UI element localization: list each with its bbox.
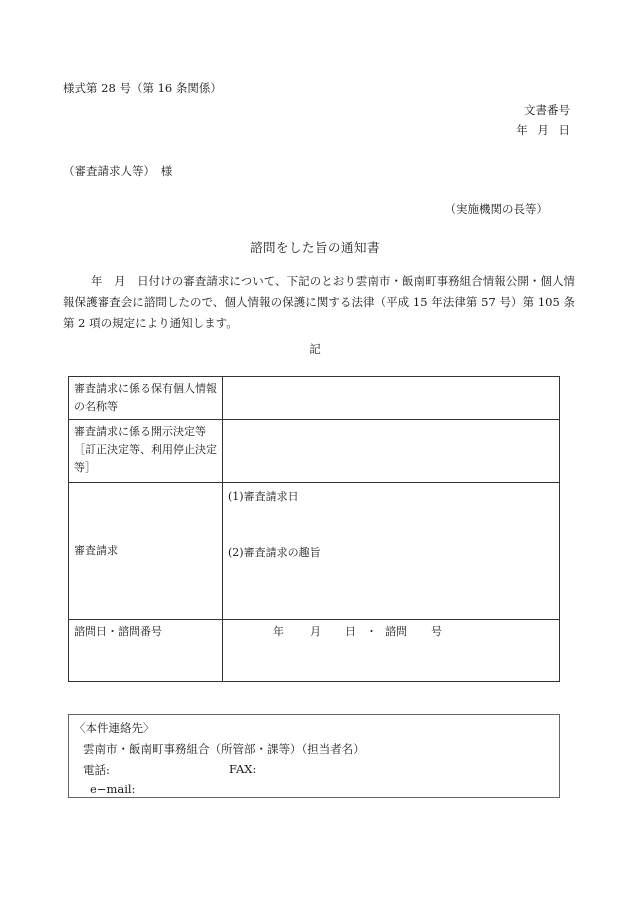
inquiry-go: 号: [431, 625, 442, 638]
contact-box: [68, 714, 560, 798]
addressee: （審査請求人等） 様: [63, 164, 173, 178]
contact-email-label: e−mail:: [90, 782, 136, 796]
inquiry-shimon: 諮問: [385, 625, 407, 638]
table-row: [69, 377, 560, 420]
contact-heading: 〈本件連絡先〉: [74, 721, 155, 735]
request-purpose-label: (2)審査請求の趣旨: [228, 546, 321, 559]
inquiry-separator: ・: [366, 625, 377, 638]
inquiry-day: 日: [345, 625, 356, 638]
table-row: [69, 620, 560, 682]
document-number-label: 文書番号: [524, 103, 570, 117]
detail-table: [68, 376, 560, 682]
inquiry-month: 月: [310, 625, 321, 638]
row-value-request: [223, 483, 560, 620]
contact-org: 雲南市・飯南町事務組合（所管部・課等）（担当者名）: [83, 742, 365, 756]
ki-heading: 記: [309, 342, 321, 356]
row-value-inquiry: [223, 620, 560, 682]
row-label-request: 審査請求: [69, 483, 223, 620]
table-row: [69, 420, 560, 483]
sender: （実施機関の長等）: [444, 202, 548, 216]
request-date-label: (1)審査請求日: [228, 490, 299, 503]
document-title: 諮問をした旨の通知書: [249, 240, 380, 255]
row-label-disclosure-decision: 審査請求に係る開示決定等［訂正決定等、利用停止決定等］: [69, 420, 223, 483]
form-number: 様式第 28 号（第 16 条関係）: [63, 81, 222, 95]
inquiry-year: 年: [273, 625, 284, 638]
row-value-disclosure-decision: [223, 420, 560, 483]
row-label-inquiry: 諮問日・諮問番号: [69, 620, 223, 682]
row-value-personal-info: [223, 377, 560, 420]
document-date: 年 月 日: [516, 123, 570, 137]
contact-fax-label: FAX:: [229, 762, 257, 776]
inquiry-date-number: [228, 623, 554, 641]
row-label-personal-info: 審査請求に係る保有個人情報の名称等: [69, 377, 223, 420]
table-row: [69, 483, 560, 620]
contact-phone-label: 電話:: [83, 763, 110, 777]
body-text: 年 月 日付けの審査請求について、下記のとおり雲南市・飯南町事務組合情報公開・個人情報保護審査会に諮問したので、個人情報の保護に関する法律（平成 15 年法律第 57 号）第 105 条第 2 項の規定により通知します。: [63, 274, 575, 330]
